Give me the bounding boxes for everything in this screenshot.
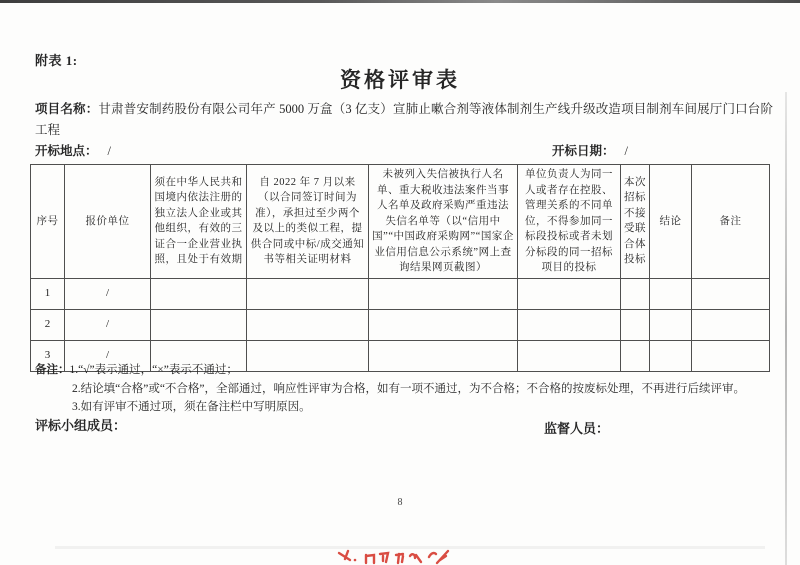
- header-no-consortium: 本次招标不接受联合体投标: [621, 165, 650, 279]
- red-stamp-fragment: [336, 547, 452, 565]
- project-name-paragraph: [35, 99, 773, 141]
- note-line-3: [35, 398, 780, 417]
- header-experience: 自 2022 年 7 月以来（以合同签订时间为准），承担过至少两个及以上的类似工程，提供合同或中标/成交通知书等相关证明材料: [247, 165, 369, 279]
- cell-conclusion: [650, 309, 692, 340]
- cell-no-consortium: [621, 309, 650, 340]
- cell-experience: [247, 278, 369, 309]
- opening-meta-row: [35, 141, 773, 159]
- page-number: 8: [397, 497, 403, 508]
- header-credit: 未被列入失信被执行人名单、重大税收违法案件当事人名单及政府采购严重违法失信名单等（以“信用中国”“中国政府采购网”“国家企业信用信息公示系统”网上查询结果网页截图）: [369, 165, 518, 279]
- cell-credit: [369, 309, 518, 340]
- note-item-3: 3.如有评审不通过项，须在备注栏中写明原因。: [72, 401, 311, 413]
- header-bidder: 报价单位: [65, 165, 151, 279]
- cell-no-consortium: [621, 278, 650, 309]
- cell-bidder: /: [65, 309, 151, 340]
- header-affiliation: 单位负责人为同一人或者存在控股、管理关系的不同单位，不得参加同一标段投标或者未划分标段的同一招标项目的投标: [518, 165, 621, 279]
- project-name-value: 甘肃普安制药股份有限公司年产 5000 万盒（3 亿支）宣肺止嗽合剂等液体制剂生产线升级改造项目制剂车间展厅门口台阶工程: [35, 102, 773, 137]
- note-line-2: [35, 380, 780, 399]
- cell-bidder: /: [65, 278, 151, 309]
- attachment-label: 附表 1:: [35, 53, 78, 68]
- header-registration: 须在中华人民共和国境内依法注册的独立法人企业或其他组织，有效的三证合一企业营业执照，且处于有效期: [151, 165, 247, 279]
- cell-seq: 1: [31, 278, 65, 309]
- evaluation-panel-label: 评标小组成员：: [35, 418, 127, 433]
- table-header-row: [31, 165, 770, 279]
- note-item-1: 1.“√”表示通过，“×”表示不通过；: [69, 364, 238, 376]
- open-location-label: 开标地点：: [35, 144, 98, 158]
- header-conclusion: 结论: [650, 165, 692, 279]
- header-seq: 序号: [31, 165, 65, 279]
- qualification-review-table: [30, 164, 770, 372]
- page-title: 资格评审表: [340, 68, 460, 92]
- open-date-label: 开标日期：: [552, 144, 615, 158]
- cell-seq: 2: [31, 309, 65, 340]
- cell-affiliation: [518, 278, 621, 309]
- cell-affiliation: [518, 309, 621, 340]
- note-item-2: 2.结论填“合格”或“不合格”，全部通过，响应性评审为合格，如有一项不通过，为不合格；不合格的按废标处理，不再进行后续评审。: [72, 382, 746, 395]
- cell-registration: [151, 278, 247, 309]
- cell-conclusion: [650, 278, 692, 309]
- cell-remark: [692, 309, 770, 340]
- scan-top-edge: [0, 0, 800, 3]
- table-row: [31, 278, 770, 309]
- cell-credit: [369, 278, 518, 309]
- cell-seq: 3: [31, 340, 65, 371]
- cell-registration: [151, 309, 247, 340]
- notes-block: [35, 361, 780, 417]
- open-location-value: /: [107, 144, 111, 158]
- cell-bidder: /: [65, 340, 151, 371]
- project-name-label: 项目名称：: [35, 102, 99, 116]
- table-row: [31, 309, 770, 340]
- open-date-value: /: [624, 144, 628, 158]
- notes-label: 备注：: [35, 364, 70, 376]
- header-remark: 备注: [692, 165, 770, 279]
- scan-right-edge-shadow: [785, 92, 787, 565]
- open-date: [552, 141, 628, 159]
- cell-experience: [247, 309, 369, 340]
- red-stamp-strokes: [336, 547, 452, 565]
- cell-remark: [692, 278, 770, 309]
- open-location: [35, 141, 111, 159]
- supervisor-label: 监督人员：: [544, 421, 610, 436]
- signature-row: [35, 415, 775, 435]
- note-line-1: [35, 361, 780, 380]
